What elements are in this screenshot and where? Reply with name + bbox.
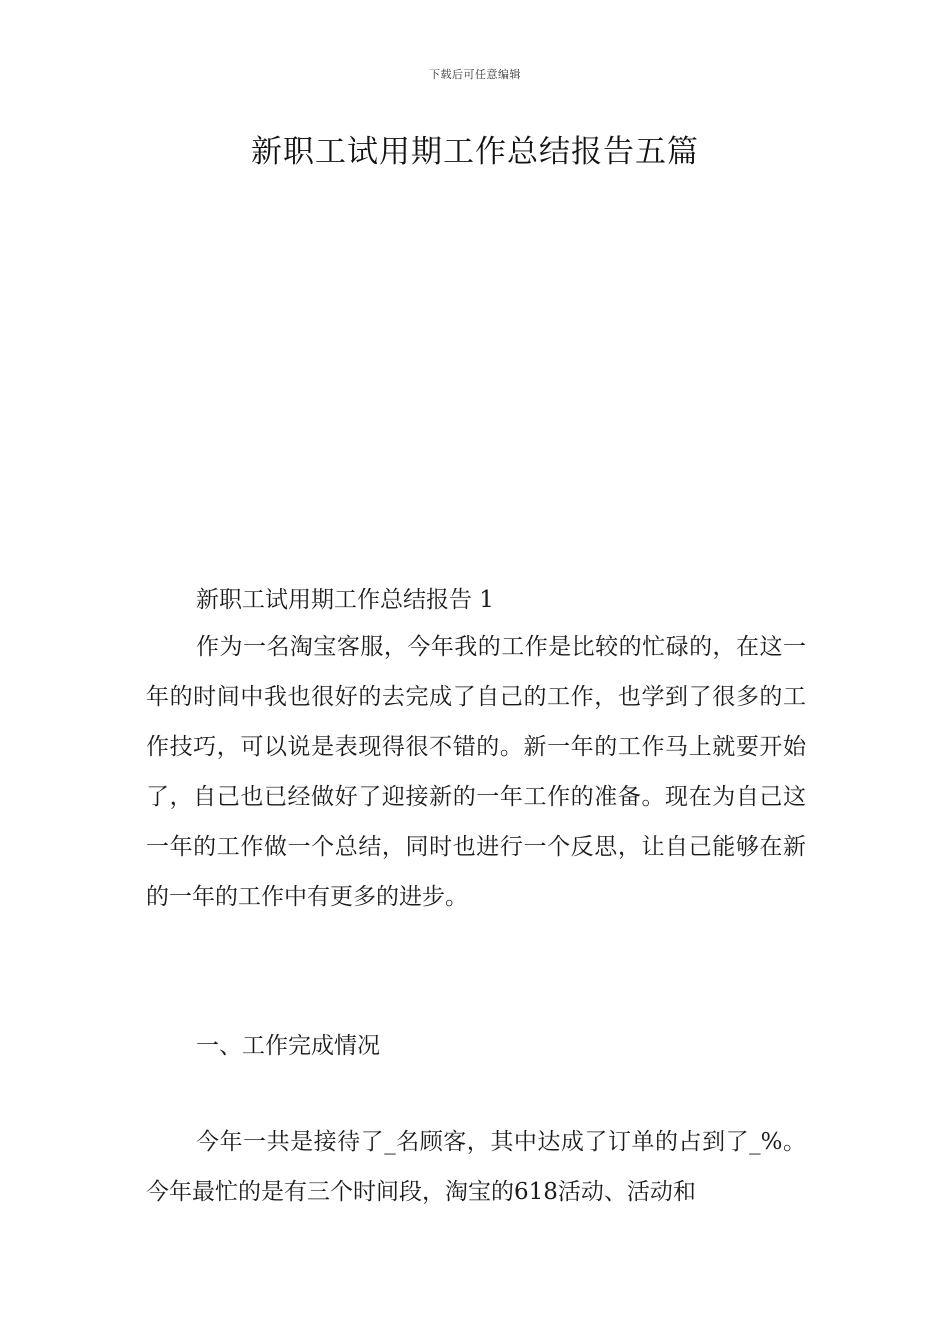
subheading-work-completion: 一、工作完成情况 [196,1033,380,1059]
header-note: 下载后可任意编辑 [429,68,521,81]
intro-paragraph-container [146,622,806,922]
work-paragraph-container [146,1117,806,1217]
work-paragraph: 今年一共是接待了_名顾客，其中达成了订单的占到了_%。今年最忙的是有三个时间段，淘宝的618活动、活动和 [146,1129,806,1205]
intro-paragraph: 作为一名淘宝客服，今年我的工作是比较的忙碌的，在这一年的时间中我也很好的去完成了自己的工作，也学到了很多的工作技巧，可以说是表现得很不错的。新一年的工作马上就要开始了，自己也已经做好了迎接新的一年工作的准备。现在为自己这一年的工作做一个总结，同时也进行一个反思，让自己能够在新的一年的工作中有更多的进步。 [146,634,806,910]
section-title: 新职工试用期工作总结报告 1 [196,587,494,613]
document-title: 新职工试用期工作总结报告五篇 [251,134,699,170]
